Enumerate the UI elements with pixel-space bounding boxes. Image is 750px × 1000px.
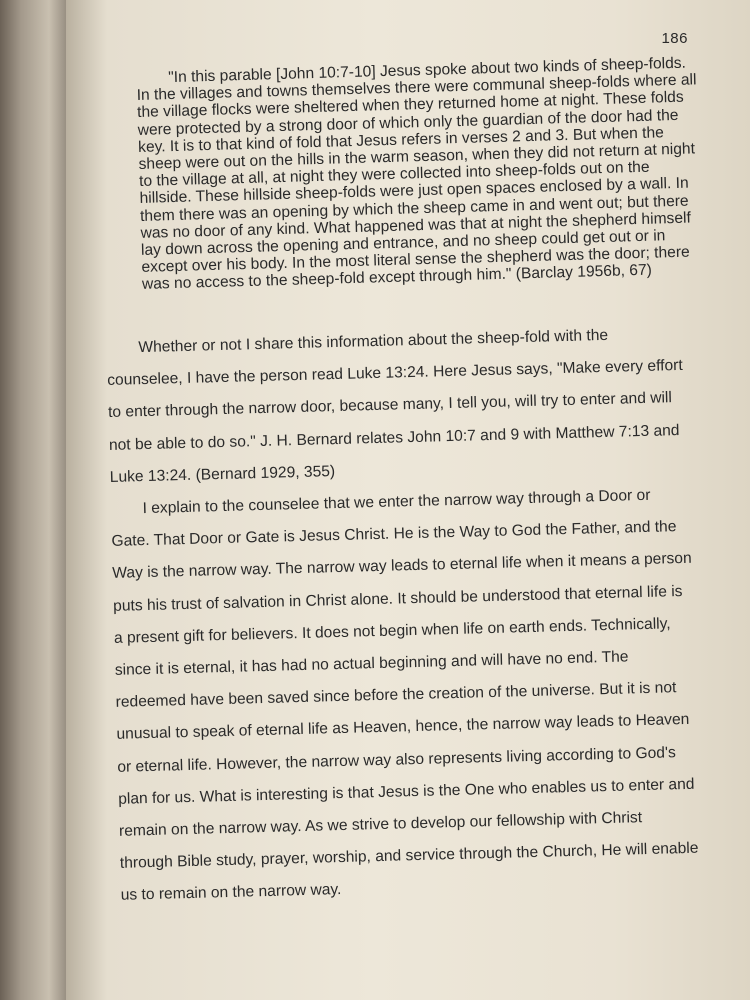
paragraph-2: I explain to the counselee that we enter the narrow way through a Door or Gate. That Door or Gate is Jesus Christ. He is the Way to God the Father, and the Way is the narrow way. The narrow way leads to eternal life when it means a person puts his trust of salvation in Christ alone. It should be understood that eternal life is a present gift for believers. It does not begin when life on earth ends. Technically, since it is eternal, it has had no actual beginning and will have no end. The redeemed have been saved since before the creation of the universe. But it is not unusual to speak of eternal life as Heaven, hence, the narrow way leads to Heaven or eternal life. However, the narrow way also represents living according to God's plan for us. What is interesting is that Jesus is the One who enables us to enter and remain on the narrow way. As we strive to develop our fellowship with Christ through Bible study, prayer, worship, and service through the Church, He will enable us to remain on the narrow way. <box>111 486 699 905</box>
paragraph-1: Whether or not I share this information about the sheep-fold with the counselee, I have the person read Luke 13:24. Here Jesus says, "Make every effort to enter through the narrow door, because many, I tell you, will try to enter and will not be able to do so." J. H. Bernard relates John 10:7 and 9 with Matthew 7:13 and Luke 13:24. (Bernard 1929, 355) <box>107 326 683 486</box>
block-quote <box>136 54 702 293</box>
book-page <box>66 0 750 1000</box>
book-spine-shadow <box>0 0 70 1000</box>
quote-paragraph: "In this parable [John 10:7-10] Jesus spoke about two kinds of sheep-folds. In the villages and towns themselves there were communal sheep-folds where all the village flocks were sheltered when they returned home at night. These folds were protected by a strong door of which only the guardian of the door had the key. It is to that kind of fold that Jesus refers in verses 2 and 3. But when the sheep were out on the hills in the warm season, when they did not return at night to the village at all, at night they were collected into sheep-folds out on the hillside. These hillside sheep-folds were just open spaces enclosed by a wall. In them there was an opening by which the sheep came in and went out; but there was no door of any kind. What happened was that at night the shepherd himself lay down across the opening and entrance, and no sheep could get out or in except over his body. In the most literal sense the shepherd was the door; there was no access to the sheep-fold except through him." (Barclay 1956b, 67) <box>136 54 697 294</box>
page-number: 186 <box>661 30 688 47</box>
body-text <box>106 318 701 913</box>
